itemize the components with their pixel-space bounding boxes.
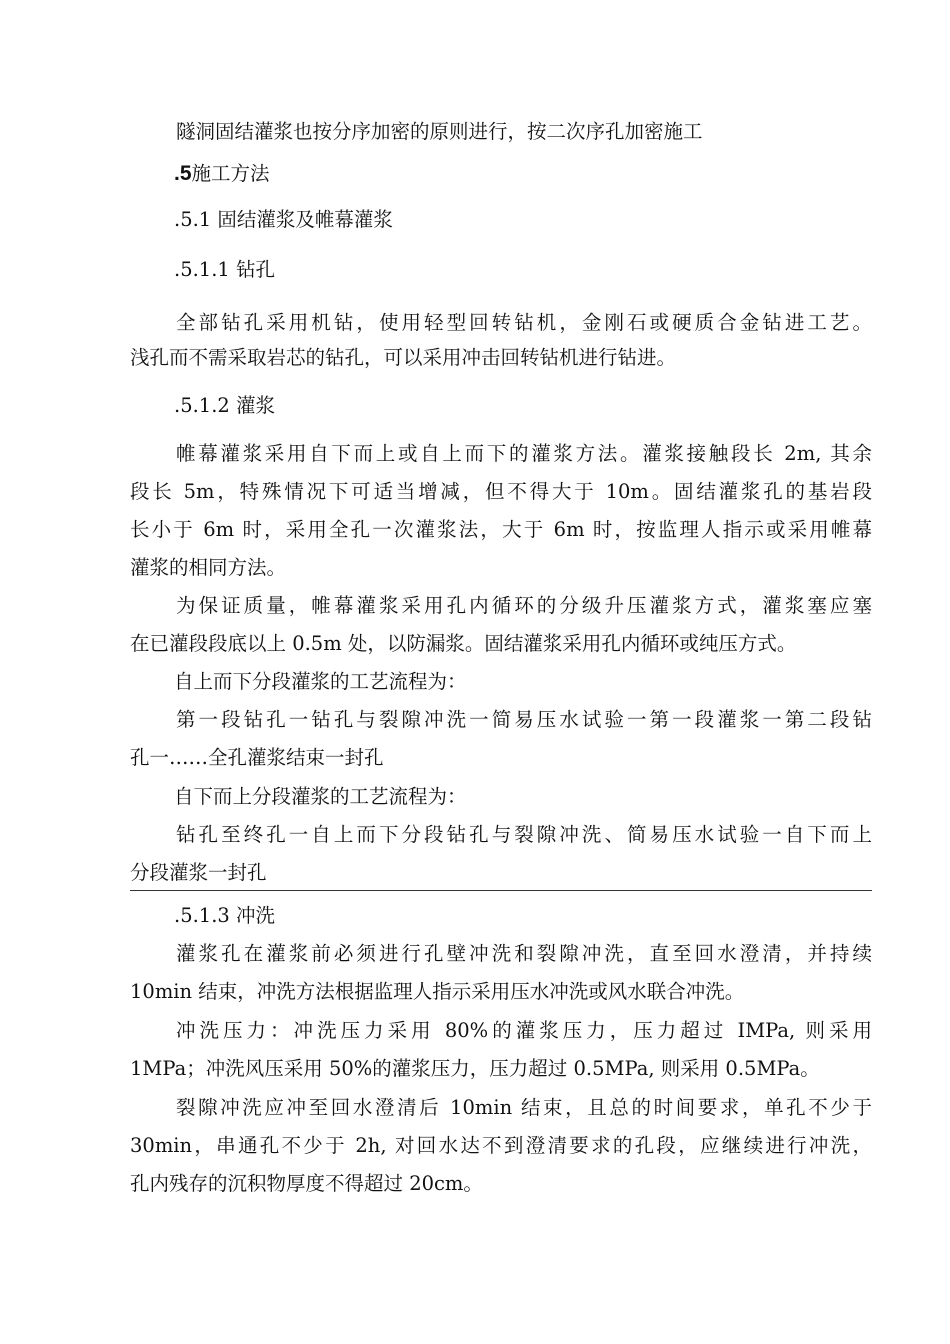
bottom-up-process-label: 自下而上分段灌浆的工艺流程为： xyxy=(174,785,467,808)
section-heading-5-1-1: .5.1.1 钻孔 xyxy=(174,258,276,281)
grouting-paragraph-line: 长小于 6m 时，采用全孔一次灌浆法，大于 6m 时，按监理人指示或采用帷幕 xyxy=(130,518,872,541)
section-title: 施工方法 xyxy=(191,162,270,185)
grouting-paragraph-line: 段长 5m，特殊情况下可适当增减，但不得大于 10m。固结灌浆孔的基岩段 xyxy=(130,480,872,503)
grouting-paragraph-line: 帷幕灌浆采用自下而上或自上而下的灌浆方法。灌浆接触段长 2m, 其余 xyxy=(176,442,872,465)
bottom-up-process-line: 分段灌浆一封孔 xyxy=(130,861,267,884)
section-heading-5-1: .5.1 固结灌浆及帷幕灌浆 xyxy=(174,208,393,231)
fissure-flushing-line: 30min，串通孔不少于 2h, 对回水达不到澄清要求的孔段，应继续进行冲洗， xyxy=(130,1134,872,1157)
flushing-pressure-line: 冲洗压力：冲洗压力采用 80%的灌浆压力，压力超过 IMPa, 则采用 xyxy=(176,1019,872,1042)
fissure-flushing-line: 裂隙冲洗应冲至回水澄清后 10min 结束，且总的时间要求，单孔不少于 xyxy=(176,1096,872,1119)
horizontal-divider xyxy=(130,890,872,891)
section-number: .5 xyxy=(174,162,192,185)
flushing-paragraph-line: 10min 结束，冲洗方法根据监理人指示采用压水冲洗或风水联合冲洗。 xyxy=(130,980,745,1003)
fissure-flushing-line: 孔内残存的沉积物厚度不得超过 20cm。 xyxy=(130,1172,483,1195)
section-heading-5-1-3: .5.1.3 冲洗 xyxy=(174,904,276,927)
drilling-paragraph-line: 全部钻孔采用机钻，使用轻型回转钻机，金刚石或硬质合金钻进工艺。 xyxy=(176,311,872,334)
bottom-up-process-line: 钻孔至终孔一自上而下分段钻孔与裂隙冲洗、简易压水试验一自下而上 xyxy=(176,823,872,846)
section-heading-5 xyxy=(174,162,916,186)
top-down-process-line: 第一段钻孔一钻孔与裂隙冲洗一简易压水试验一第一段灌浆一第二段钻 xyxy=(176,708,872,731)
drilling-paragraph-line: 浅孔而不需采取岩芯的钻孔，可以采用冲击回转钻机进行钻进。 xyxy=(130,346,677,369)
quality-paragraph-line: 在已灌段段底以上 0.5m 处，以防漏浆。固结灌浆采用孔内循环或纯压方式。 xyxy=(130,632,797,655)
flushing-paragraph-line: 灌浆孔在灌浆前必须进行孔壁冲洗和裂隙冲洗，直至回水澄清，并持续 xyxy=(176,942,872,965)
flushing-pressure-line: 1MPa；冲洗风压采用 50%的灌浆压力，压力超过 0.5MPa, 则采用 0.5MPa。 xyxy=(130,1057,820,1080)
grouting-paragraph-line: 灌浆的相同方法。 xyxy=(130,556,287,579)
quality-paragraph-line: 为保证质量，帷幕灌浆采用孔内循环的分级升压灌浆方式，灌浆塞应塞 xyxy=(176,594,872,617)
section-heading-5-1-2: .5.1.2 灌浆 xyxy=(174,394,276,417)
top-down-process-line: 孔一……全孔灌浆结束一封孔 xyxy=(130,746,384,769)
intro-paragraph: 隧洞固结灌浆也按分序加密的原则进行，按二次序孔加密施工 xyxy=(176,120,703,143)
top-down-process-label: 自上而下分段灌浆的工艺流程为： xyxy=(174,670,467,693)
